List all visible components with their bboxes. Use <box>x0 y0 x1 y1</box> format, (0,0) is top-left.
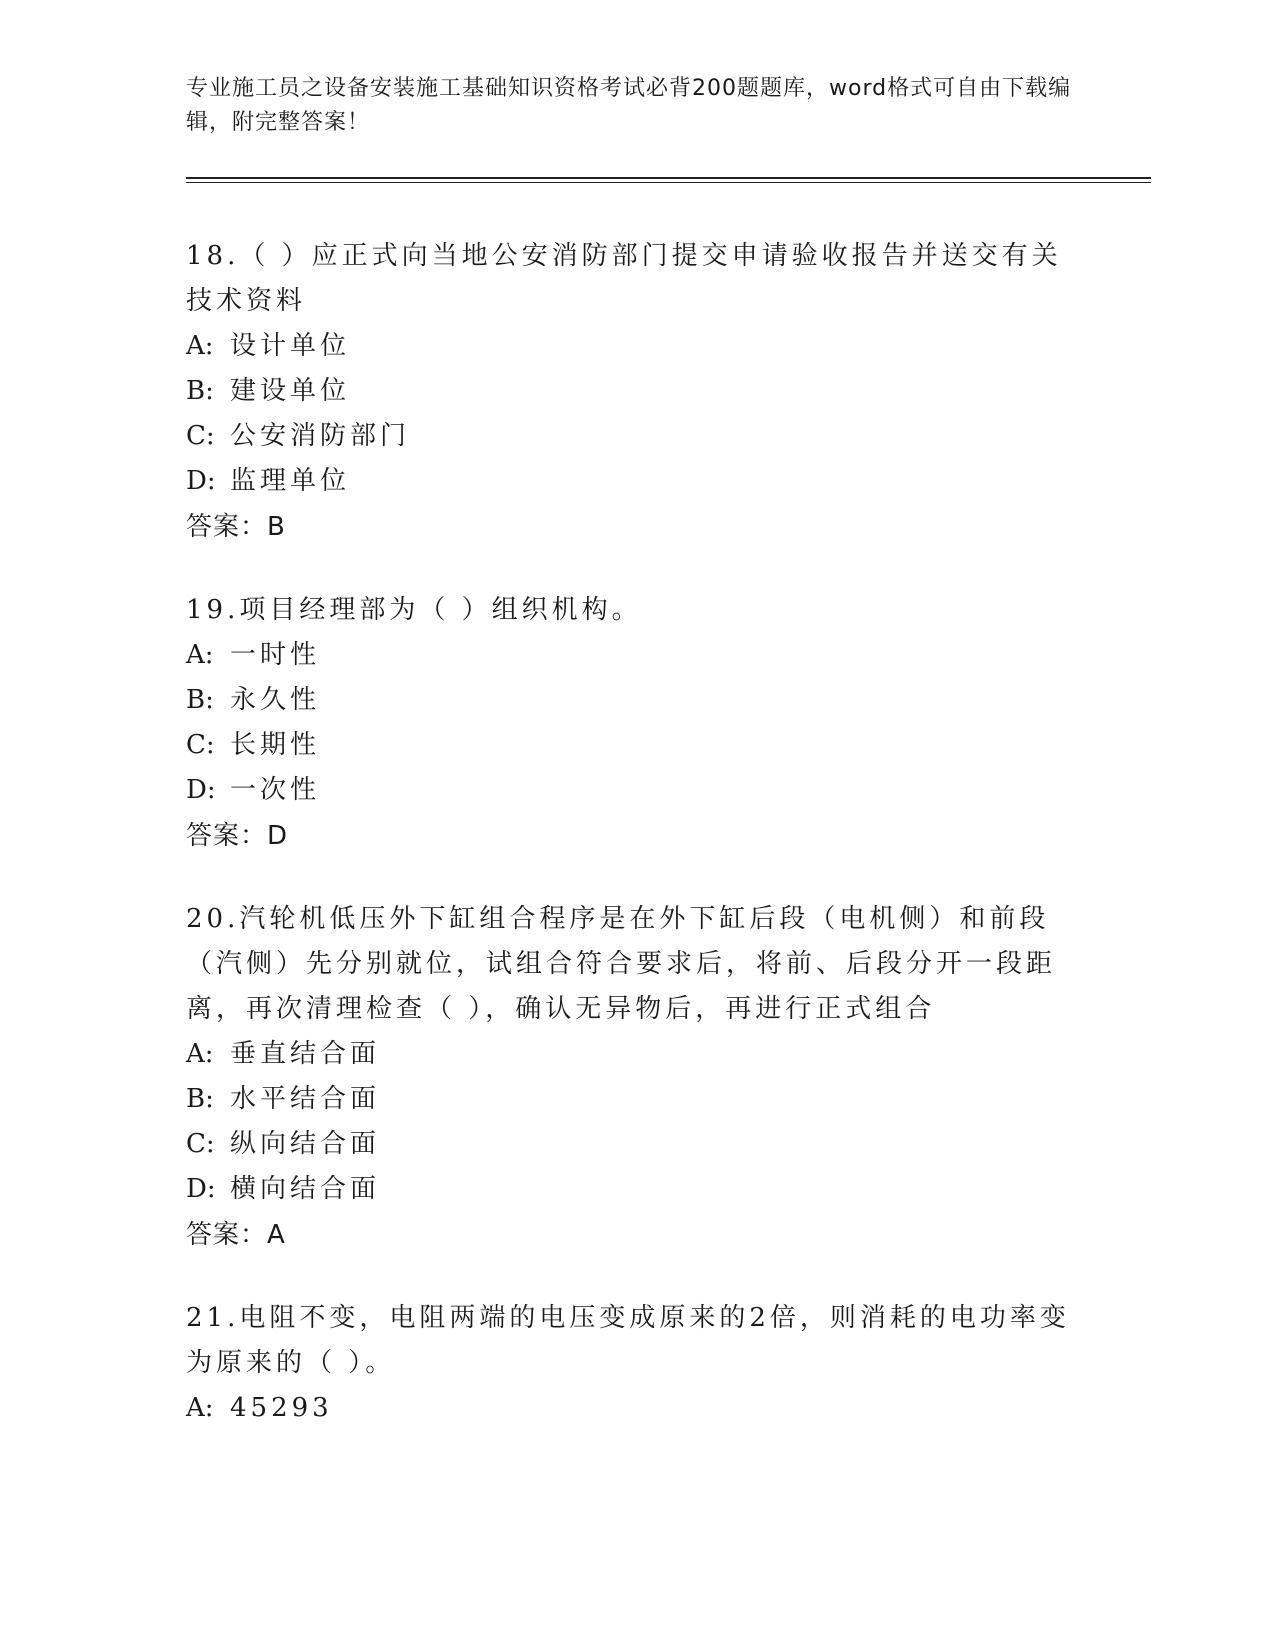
option-text: 监理单位 <box>230 466 351 496</box>
option-a <box>186 633 1086 678</box>
option-text: 45293 <box>230 1393 333 1423</box>
answer-line: 答案：A <box>186 1220 286 1250</box>
option-d <box>186 459 1086 504</box>
answer-line: 答案：D <box>186 821 289 851</box>
option-text: 永久性 <box>230 685 321 715</box>
option-letter: D: <box>186 1174 216 1204</box>
question-list <box>186 234 1086 1469</box>
option-letter: A: <box>186 1039 214 1069</box>
option-text: 横向结合面 <box>230 1174 381 1204</box>
option-letter: B: <box>186 376 214 406</box>
option-letter: C: <box>186 421 215 451</box>
question-stem: 21.电阻不变，电阻两端的电压变成原来的2倍，则消耗的电功率变为原来的（ ）。 <box>186 1303 1070 1378</box>
question-20 <box>186 897 1086 1258</box>
document-header: 专业施工员之设备安装施工基础知识资格考试必背200题题库，word格式可自由下载编辑，附完整答案！ <box>186 76 1072 135</box>
option-letter: D: <box>186 466 216 496</box>
question-19 <box>186 588 1086 859</box>
option-text: 水平结合面 <box>230 1084 381 1114</box>
option-a <box>186 324 1086 369</box>
answer-line: 答案：B <box>186 512 286 542</box>
option-text: 建设单位 <box>230 376 351 406</box>
option-text: 一次性 <box>230 775 321 805</box>
option-letter: A: <box>186 331 214 361</box>
question-stem: 18.（ ）应正式向当地公安消防部门提交申请验收报告并送交有关技术资料 <box>186 241 1062 316</box>
option-letter: C: <box>186 1129 215 1159</box>
option-d <box>186 768 1086 813</box>
option-letter: A: <box>186 640 214 670</box>
option-c <box>186 1122 1086 1167</box>
option-letter: C: <box>186 730 215 760</box>
option-letter: B: <box>186 1084 214 1114</box>
option-c <box>186 723 1086 768</box>
option-a <box>186 1032 1086 1077</box>
option-text: 设计单位 <box>230 331 351 361</box>
option-b <box>186 678 1086 723</box>
option-text: 公安消防部门 <box>230 421 411 451</box>
option-text: 长期性 <box>230 730 321 760</box>
option-b <box>186 1077 1086 1122</box>
option-text: 垂直结合面 <box>230 1039 381 1069</box>
option-d <box>186 1167 1086 1212</box>
option-letter: B: <box>186 685 214 715</box>
option-text: 一时性 <box>230 640 321 670</box>
option-letter: D: <box>186 775 216 805</box>
option-b <box>186 369 1086 414</box>
question-21 <box>186 1296 1086 1431</box>
question-18 <box>186 234 1086 550</box>
question-stem: 19.项目经理部为（ ）组织机构。 <box>186 595 642 625</box>
option-a <box>186 1386 1086 1431</box>
header-divider-thick <box>186 177 1151 179</box>
option-text: 纵向结合面 <box>230 1129 381 1159</box>
option-letter: A: <box>186 1393 214 1423</box>
header-divider-thin <box>186 182 1151 183</box>
option-c <box>186 414 1086 459</box>
question-stem: 20.汽轮机低压外下缸组合程序是在外下缸后段（电机侧）和前段（汽侧）先分别就位，试组合符合要求后，将前、后段分开一段距离，再次清理检查（ ），确认无异物后，再进行正式组合 <box>186 904 1057 1024</box>
